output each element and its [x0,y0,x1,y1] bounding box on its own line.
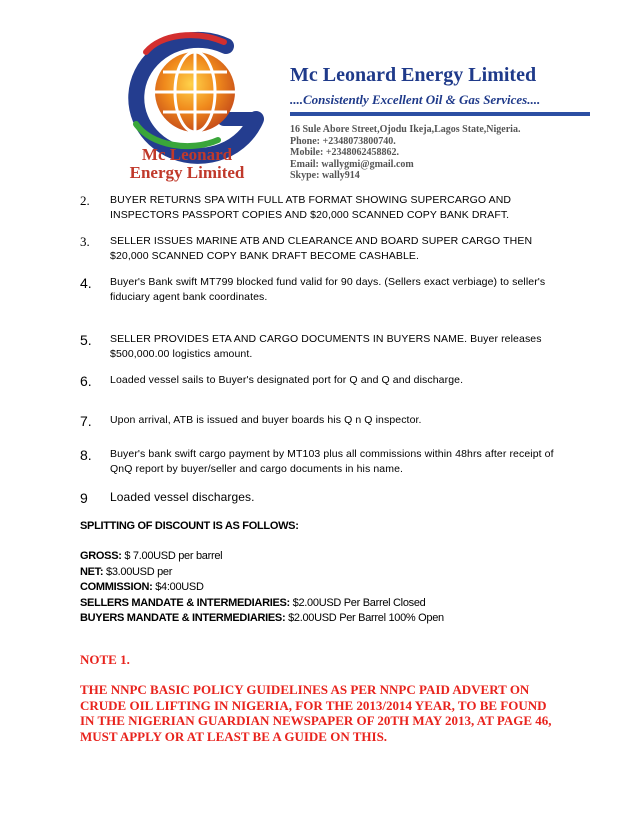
buyers-label: BUYERS MANDATE & INTERMEDIARIES: [80,612,286,624]
step-text: Buyer's Bank swift MT799 blocked fund valid for 90 days. (Sellers exact verbiage) to seller's fiduciary agent bank coordinates. [110,276,546,303]
step-text: BUYER RETURNS SPA WITH FULL ATB FORMAT SHOWING SUPERCARGO AND INSPECTORS PASSPORT COPIES AND $20,000 SCANNED COPY BANK DRAFT. [110,194,512,221]
step-item [80,373,560,388]
contact-phone: Phone: +2348073800740. [290,135,396,147]
commission-line [80,580,444,596]
step-text: SELLER PROVIDES ETA AND CARGO DOCUMENTS IN BUYERS NAME. Buyer releases $500,000.00 logistics amount. [110,333,542,360]
step-item [80,193,560,223]
step-number: 4. [80,275,92,291]
step-number: 3. [80,234,90,249]
step-number: 2. [80,193,90,208]
contact-email: Email: wallygmi@gmail.com [290,158,414,170]
step-number: 5. [80,332,92,348]
commission-label: COMMISSION: [80,581,153,593]
logo-text-line-1: Mc Leonard [141,145,233,164]
step-item [80,447,560,477]
step-item [80,234,560,264]
step-number: 7. [80,413,92,429]
buyers-line [80,611,444,627]
company-tagline: ....Consistently Excellent Oil & Gas Services.... [290,92,541,107]
company-name: Mc Leonard Energy Limited [290,64,537,86]
net-label: NET: [80,565,104,578]
net-value: $3.00USD per [103,565,173,578]
sellers-line [80,596,444,612]
step-number: 8. [80,447,92,463]
logo-text-line-2: Energy Limited [129,163,245,182]
step-text: Buyer's bank swift cargo payment by MT103 plus all commissions within 48hrs after receipt of QnQ report by buyer/seller and cargo documents in his name. [110,448,554,475]
step-item [80,275,560,305]
note-title: NOTE 1. [80,652,130,667]
step-text: Loaded vessel discharges. [110,490,255,504]
sellers-label: SELLERS MANDATE & INTERMEDIARIES: [80,596,290,609]
step-text: Loaded vessel sails to Buyer's designated port for Q and Q and discharge. [110,374,464,386]
gross-label: GROSS: [80,550,122,562]
contact-block [290,124,520,182]
gross-value: $ 7.00USD per barrel [121,550,223,562]
step-number: 9 [80,490,88,506]
step-item [80,490,560,505]
discount-terms [80,549,444,627]
gross-line [80,549,444,565]
step-item [80,413,560,428]
step-text: Upon arrival, ATB is issued and buyer boards his Q n Q inspector. [110,414,422,426]
contact-address: 16 Sule Abore Street,Ojodu Ikeja,Lagos State,Nigeria. [290,124,521,135]
note-body: THE NNPC BASIC POLICY GUIDELINES AS PER NNPC PAID ADVERT ON CRUDE OIL LIFTING IN NIGERIA, FOR THE 2013/2014 YEAR, TO BE FOUND IN THE NIGERIAN GUARDIAN NEWSPAPER OF 20TH MAY 2013, AT PAGE 46, MUST APPLY OR AT LEAST BE A GUIDE ON THIS. [80,682,552,744]
commission-value: $4:00USD [152,581,204,593]
buyers-value: $2.00USD Per Barrel 100% Open [285,612,444,624]
net-line [80,565,444,581]
step-text: SELLER ISSUES MARINE ATB AND CLEARANCE AND BOARD SUPER CARGO THEN $20,000 SCANNED COPY BANK DRAFT BECOME CASHABLE. [110,235,533,262]
contact-mobile: Mobile: +2348062458862. [290,147,400,158]
header-divider [290,112,590,116]
step-number: 6. [80,373,92,389]
discount-title: SPLITTING OF DISCOUNT IS AS FOLLOWS: [80,520,299,532]
sellers-value: $2.00USD Per Barrel Closed [289,596,426,609]
step-item [80,332,560,362]
logo-wordmark [107,146,267,182]
contact-skype: Skype: wally914 [290,170,360,181]
